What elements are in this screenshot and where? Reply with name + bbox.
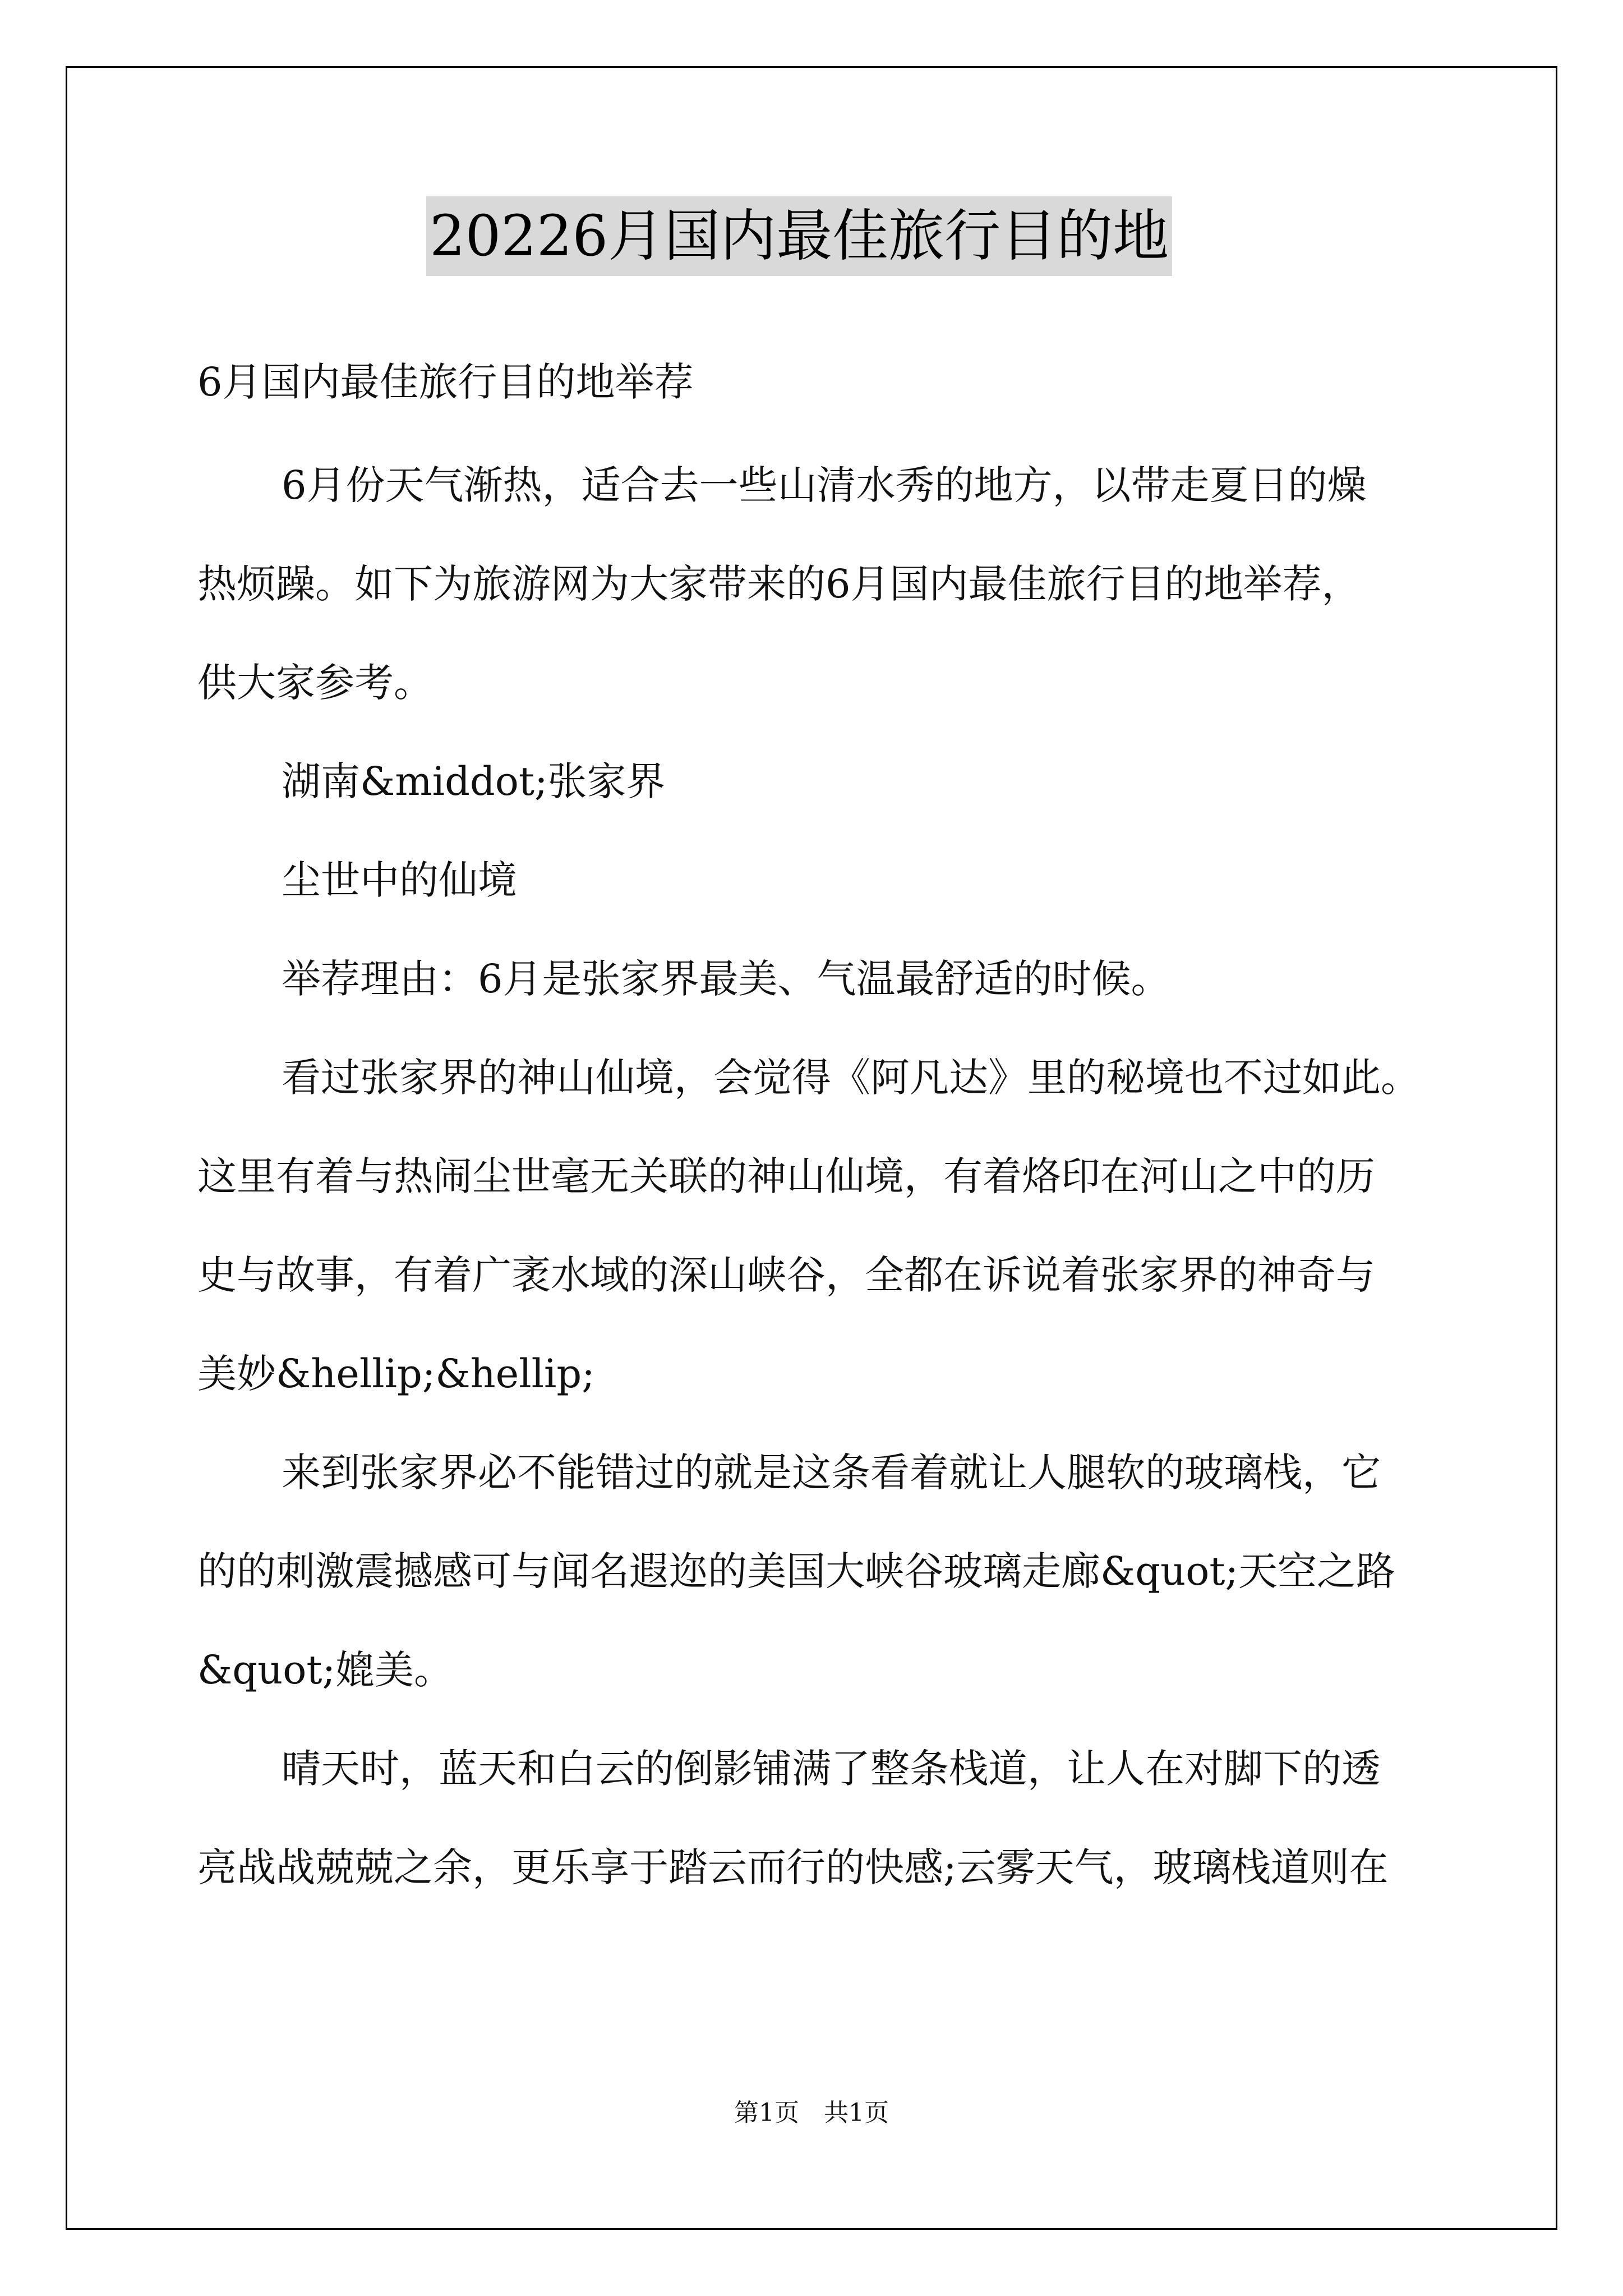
body-line-5: 尘世中的仙境 bbox=[282, 857, 517, 903]
body-line-12: 的的刺激震撼感可与闻名遐迩的美国大峡谷玻璃走廊&quot;天空之路 bbox=[197, 1548, 1396, 1594]
page-footer: 第1页 共1页 bbox=[734, 2099, 889, 2127]
body-line-6: 举荐理由：6月是张家界最美、气温最舒适的时候。 bbox=[282, 956, 1170, 1002]
body-line-15: 亮战战兢兢之余，更乐享于踏云而行的快感;云雾天气，玻璃栈道则在 bbox=[197, 1844, 1389, 1890]
body-line-11: 来到张家界必不能错过的就是这条看着就让人腿软的玻璃栈，它 bbox=[282, 1450, 1381, 1496]
document-title: 20226月国内最佳旅行目的地 bbox=[426, 196, 1172, 276]
subtitle-line: 6月国内最佳旅行目的地举荐 bbox=[197, 359, 694, 405]
body-line-10: 美妙&hellip;&hellip; bbox=[197, 1351, 595, 1397]
body-line-4: 湖南&middot;张家界 bbox=[282, 758, 666, 804]
body-line-9: 史与故事，有着广袤水域的深山峡谷，全都在诉说着张家界的神奇与 bbox=[197, 1252, 1375, 1298]
body-line-1: 6月份天气渐热，适合去一些山清水秀的地方，以带走夏日的燥 bbox=[282, 462, 1367, 508]
body-line-7: 看过张家界的神山仙境，会觉得《阿凡达》里的秘境也不过如此。 bbox=[282, 1055, 1420, 1101]
body-line-8: 这里有着与热闹尘世毫无关联的神山仙境，有着烙印在河山之中的历 bbox=[197, 1153, 1375, 1199]
body-line-2: 热烦躁。如下为旅游网为大家带来的6月国内最佳旅行目的地举荐， bbox=[197, 561, 1361, 607]
body-line-3: 供大家参考。 bbox=[197, 660, 433, 706]
body-line-14: 晴天时，蓝天和白云的倒影铺满了整条栈道，让人在对脚下的透 bbox=[282, 1746, 1381, 1792]
body-line-13: &quot;媲美。 bbox=[197, 1647, 454, 1693]
